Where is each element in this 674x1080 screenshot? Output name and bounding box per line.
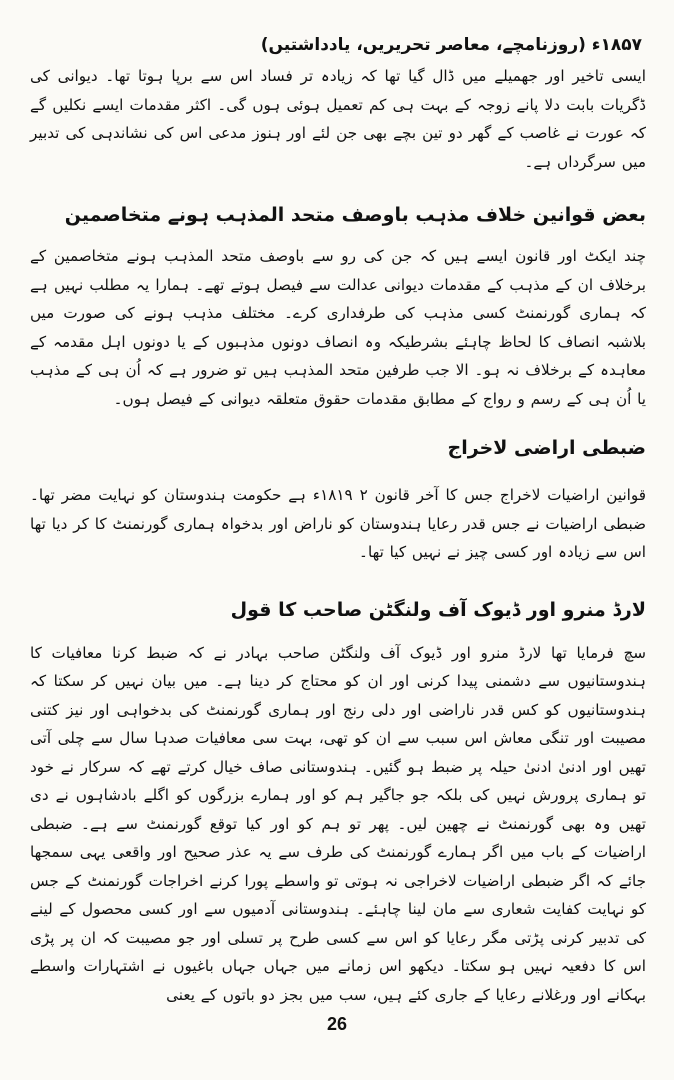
- section-heading-land-confiscation: ضبطی اراضی لاخراج: [447, 437, 646, 459]
- paragraph-2: چند ایکٹ اور قانون ایسے ہیں کہ جن کی رو سے باوصف متحد المذہب ہونے متخاصمین کے برخلاف ان کے مذہب کے مقدمات دیوانی عدالت سے فیصل ہوتے تھے۔ ہمارا یہ مطلب نہیں ہے کہ ہماری گورنمنٹ کسی مذہب کی طرفداری کرے۔ مختلف مذہب ہونے کی صورت میں بلاشبہ انصاف کا لحاظ چاہئے بشرطیکہ وہ انصاف دونوں مذہبوں کے یا دونوں اہل مقدمہ کے معاہدہ کے برخلاف نہ ہو۔ الا جب طرفین متحد المذہب ہیں تو ضرور ہے کہ اُن ہی کے مذہب یا اُن ہی کے رسم و رواج کے مطابق مقدمات حقوق متعلقہ دیوانی کے فیصل ہوں۔: [30, 247, 646, 408]
- paragraph-1: ایسی تاخیر اور جھمیلے میں ڈال گیا تھا کہ زیادہ تر فساد اس سے برپا ہوتا تھا۔ دیوانی کی ڈگریات بابت دلا پانے زوجہ کے بہت ہی کم تعمیل ہوئی ہوں گی۔ اکثر مقدمات ایسے نکلیں گے کہ عورت نے غاصب کے گھر دو تین بچے بھی جن لئے اور ہنوز مدعی اس کی نشاندہی کی تدبیر میں سرگرداں ہے۔: [30, 67, 646, 171]
- page-number: 26: [326, 1014, 348, 1034]
- page-body: [30, 62, 646, 1009]
- paragraph-4: سچ فرمایا تھا لارڈ منرو اور ڈیوک آف ولنگٹن صاحب بہادر نے کہ ضبط کرنا معافیات کا ہندوستانیوں سے دشمنی پیدا کرنی اور ان کو محتاج کر دینا ہے۔ میں بیان نہیں کر سکتا کہ ہندوستانیوں کو کس قدر ناراضی اور دلی رنج اور ہماری گورنمنٹ کی بدخواہی اور نیز کتنی مصیبت اور تنگی معاش اس سبب سے ان کو تھی، بہت سی معافیات صدہا سال سے چلی آتی تھیں اور ادنیٰ ادنیٰ حیلہ پر ضبط ہو گئیں۔ ہندوستانی صاف خیال کرتے تھے کہ سرکار نے خود تو ہماری پرورش نہیں کی بلکہ جو جاگیر ہم کو اور ہمارے بزرگوں کو اگلے بادشاہوں نے دی تھیں وہ بھی گورنمنٹ نے چھین لیں۔ پھر تو ہم کو اور کیا توقع گورنمنٹ سے ہے۔ ضبطی اراضیات کے باب میں اگر ہمارے گورنمنٹ کی طرف سے یہ عذر صحیح اور واقعی یہی سمجھا جائے کہ اگر ضبطی اراضیات لاخراجی نہ ہوتی تو واسطے پورا کرنے اخراجات گورنمنٹ کے جس کو نہایت کفایت شعاری سے مان لینا چاہئے۔ ہندوستانی آدمیوں سے اور کسی محصول کے لینے کی تدبیر کرنی پڑتی مگر رعایا کو اس سے کسی طرح پر تسلی اور جو مصیبت کہ ان پر پڑی اس کا دفعیہ نہیں ہو سکتا۔ دیکھو اس زمانے میں جہاں جہاں باغیوں نے اشتہارات واسطے بہکانے اور ورغلانے رعایا کے جاری کئے ہیں، سب میں بجز دو باتوں کے یعنی: [30, 643, 646, 1004]
- paragraph-3: قوانین اراضیات لاخراج جس کا آخر قانون ۲ ۱۸۱۹ء ہے حکومت ہندوستان کو نہایت مضر تھا۔ ضبطی اراضیات نے جس قدر رعایا ہندوستان کو ناراض اور بدخواہ ہماری گورنمنٹ کا کر دیا تھا اس سے زیادہ اور کسی چیز نے نہیں کیا تھا۔: [30, 486, 646, 561]
- section-heading-munro-wellington: لارڈ منرو اور ڈیوک آف ولنگٹن صاحب کا قول: [230, 598, 646, 621]
- section-heading-laws-against-religion: بعض قوانین خلاف مذہب باوصف متحد المذہب ہونے متخاصمین: [64, 204, 646, 226]
- running-head: ۱۸۵۷ء (روزنامچے، معاصر تحریریں، یادداشتیں): [260, 35, 642, 55]
